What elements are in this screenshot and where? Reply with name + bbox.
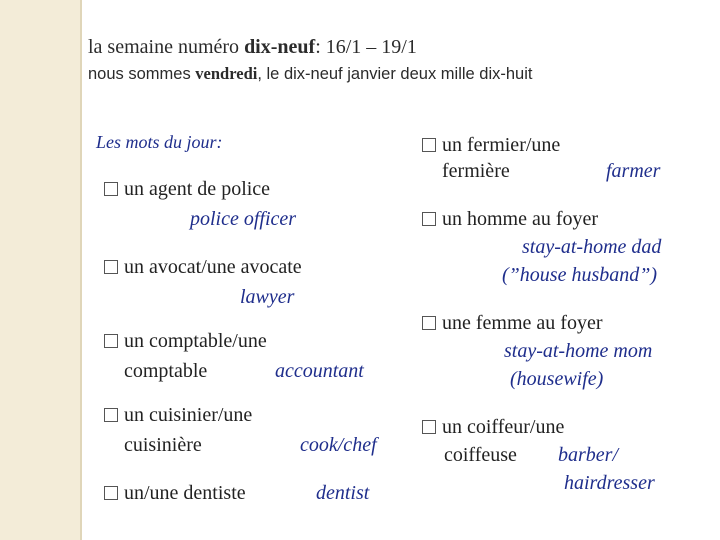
checkbox-bullet-icon [422,420,436,434]
day-name: vendredi [195,64,258,83]
list-item [422,308,602,338]
date-text: , le dix-neuf janvier deux mille dix-huit [257,65,533,83]
week-dates: : 16/1 – 19/1 [315,36,417,58]
list-item-translation [522,232,661,262]
list-item [104,252,302,282]
list-item [422,412,564,442]
vocab-term: un coiffeur/une [442,416,565,438]
list-item-translation [300,430,377,460]
checkbox-bullet-icon [104,260,118,274]
vocab-term: un avocat/une avocate [124,256,302,278]
vocab-term: un comptable/une [124,330,267,352]
vocab-term: un cuisinier/une [124,404,253,426]
vocab-translation-cont: hairdresser [564,472,655,494]
list-item [104,326,267,356]
vocab-translation: lawyer [240,286,295,308]
list-item-line2 [442,156,510,186]
vocab-term: un/une dentiste [124,482,246,504]
vocab-translation-cont: (housewife) [510,368,604,390]
list-item [104,478,246,508]
vocab-translation-cont: (”house husband”) [502,264,658,286]
vocab-translation: stay-at-home dad [522,236,662,258]
list-item-translation [558,440,618,470]
vocab-translation: stay-at-home mom [504,340,653,362]
list-item-line2 [444,440,517,470]
list-item-line2 [124,430,202,460]
vocab-translation: barber/ [558,444,618,466]
section-title: Les mots du jour: [96,132,223,152]
list-item-translation-line2 [502,260,657,290]
list-item-translation [504,336,652,366]
vocab-term: un homme au foyer [442,208,599,230]
checkbox-bullet-icon [104,408,118,422]
checkbox-bullet-icon [104,182,118,196]
vocab-translation: cook/chef [300,434,377,456]
week-heading [88,36,417,59]
list-item-line2 [124,356,207,386]
checkbox-bullet-icon [422,138,436,152]
list-item [104,400,252,430]
week-number: dix-neuf [244,36,316,58]
list-item-translation-line2 [510,364,603,394]
vocab-term-cont: fermière [442,160,510,182]
checkbox-bullet-icon [104,486,118,500]
list-item-translation [316,478,369,508]
list-item-translation [190,204,296,234]
checkbox-bullet-icon [422,316,436,330]
list-item [104,174,270,204]
vocab-translation: police officer [190,208,297,230]
vocab-term-cont: comptable [124,360,208,382]
vocab-term-cont: cuisinière [124,434,202,456]
list-item-translation [275,356,364,386]
vocab-term: un fermier/une [442,134,561,156]
vocab-term: un agent de police [124,178,271,200]
decorative-sidebar [0,0,80,540]
vocab-translation: farmer [606,160,661,182]
week-heading-prefix: la semaine numéro [88,36,245,58]
checkbox-bullet-icon [104,334,118,348]
vocab-translation: dentist [316,482,370,504]
list-item-translation [240,282,294,312]
sidebar-divider [80,0,82,540]
list-item-translation [606,156,660,186]
list-item [422,204,598,234]
date-heading-prefix: nous sommes [88,65,196,83]
vocab-translation: accountant [275,360,364,382]
vocab-term-cont: coiffeuse [444,444,517,466]
checkbox-bullet-icon [422,212,436,226]
list-item-translation-line2 [564,468,655,498]
date-heading [88,64,532,84]
vocab-term: une femme au foyer [442,312,603,334]
